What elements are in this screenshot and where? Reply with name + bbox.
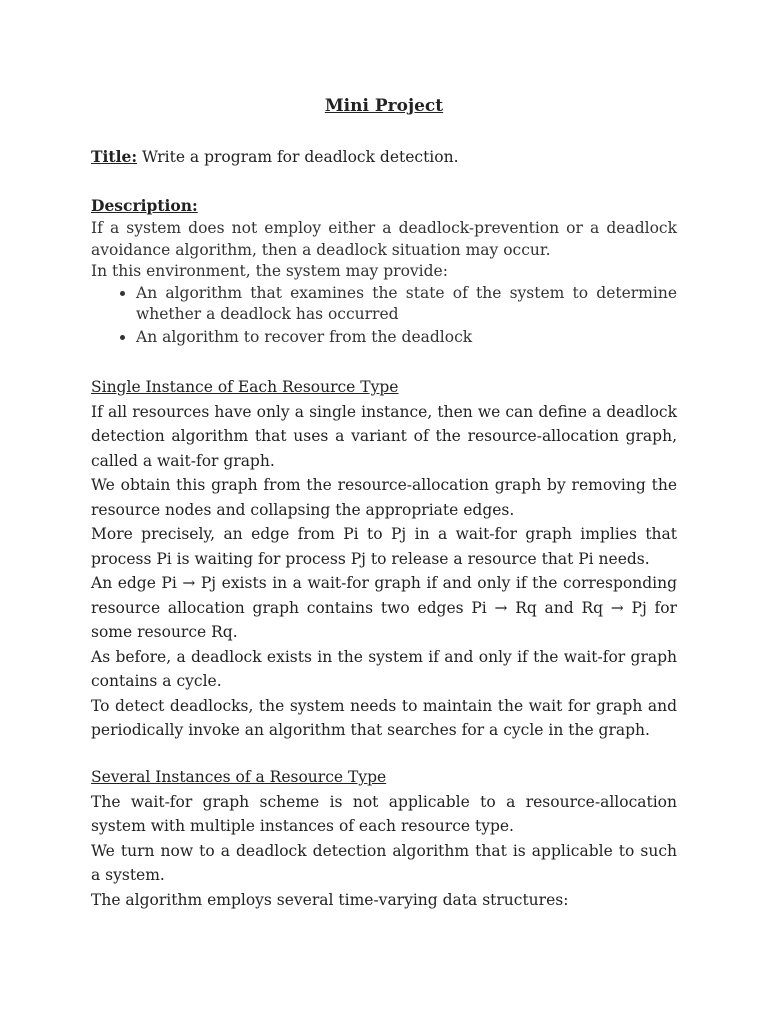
description-paragraph: If a system does not employ either a deadlock-prevention or a deadlock avoidance algorithm, then a deadlock situation may occur. (91, 219, 677, 259)
description-bullet-list (91, 283, 677, 349)
section-paragraph: As before, a deadlock exists in the system if and only if the wait-for graph contains a cycle. (91, 647, 677, 690)
section-paragraph: We turn now to a deadlock detection algorithm that is applicable to such a system. (91, 841, 677, 884)
description-heading: Description: (91, 196, 198, 215)
section-heading: Several Instances of a Resource Type (91, 768, 387, 786)
description-paragraph: In this environment, the system may provide: (91, 262, 448, 280)
bullet-item: • An algorithm that examines the state of the system to determine whether a deadlock has occurred (136, 283, 677, 326)
title-text: Write a program for deadlock detection. (137, 148, 459, 166)
description-block (91, 218, 677, 349)
section-paragraph: The algorithm employs several time-varying data structures: (91, 890, 569, 909)
section-paragraph: An edge Pi → Pj exists in a wait-for graph if and only if the corresponding resource allocation graph contains two edges Pi → Rq and Rq → Pj for some resource Rq. (91, 574, 677, 641)
section-paragraph: More precisely, an edge from Pi to Pj in a wait-for graph implies that process Pi is waiting for process Pj to release a resource that Pi needs. (91, 525, 677, 568)
section-paragraph: The wait-for graph scheme is not applicable to a resource-allocation system with multiple instances of each resource type. (91, 792, 677, 835)
section-paragraph: We obtain this graph from the resource-allocation graph by removing the resource nodes and collapsing the appropriate edges. (91, 476, 677, 519)
section-heading: Single Instance of Each Resource Type (91, 378, 399, 396)
section-paragraph: To detect deadlocks, the system needs to maintain the wait for graph and periodically invoke an algorithm that searches for a cycle in the graph. (91, 696, 677, 739)
section-single-instance (91, 375, 677, 743)
page-title: Mini Project (324, 96, 444, 116)
project-title-line (91, 146, 677, 168)
title-label: Title: (91, 147, 138, 166)
section-paragraph: If all resources have only a single instance, then we can define a deadlock detection algorithm that uses a variant of the resource-allocation graph, called a wait-for graph. (91, 402, 677, 470)
section-several-instances (91, 765, 677, 912)
bullet-item: • An algorithm to recover from the deadlock (136, 327, 677, 349)
